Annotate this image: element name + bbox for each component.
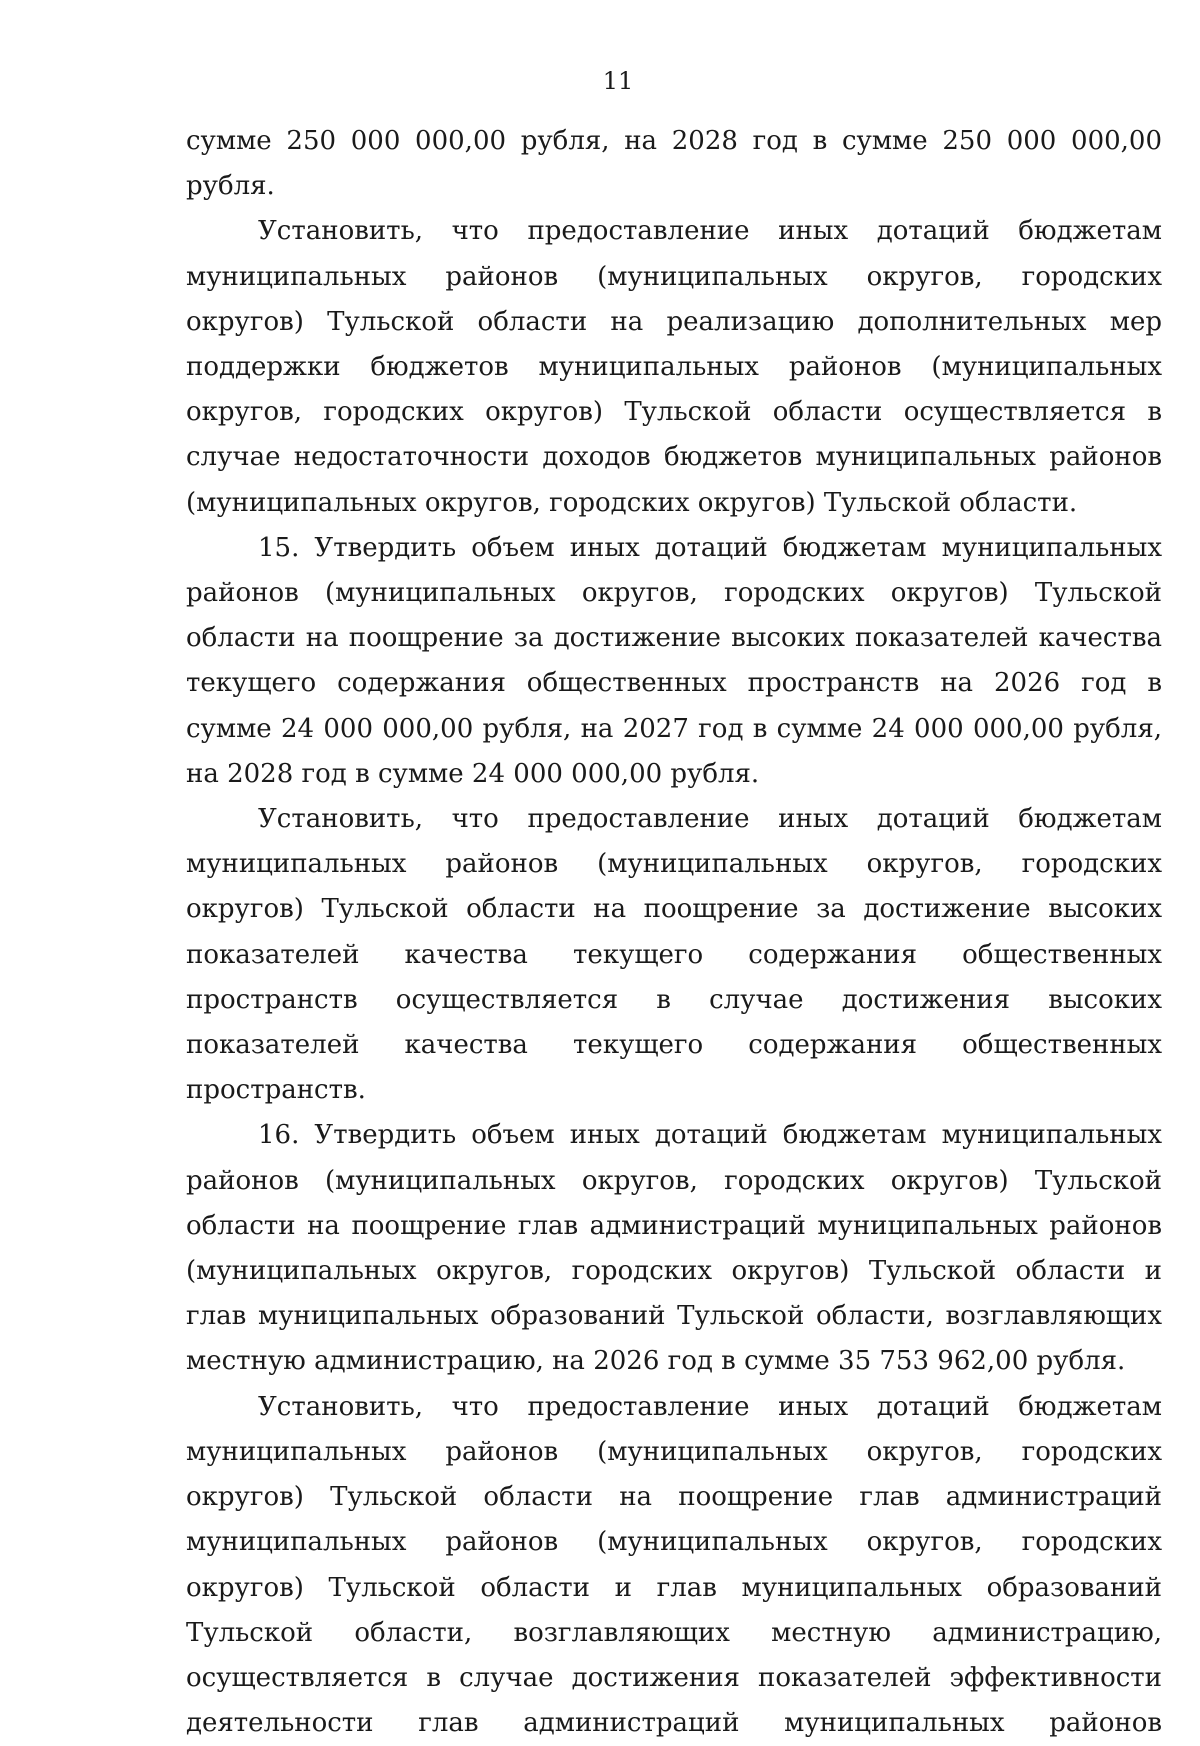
paragraph-item-15-conditions: Установить, что предоставление иных дотаций бюджетам муниципальных районов (муниципальных округов, городских округов) Тульской области на поощрение за достижение высоких показателей качества текущего содержания общественных пространств осуществляется в случае достижения высоких показателей качества текущего содержания общественных пространств. <box>186 804 1162 1106</box>
paragraph-continuation: сумме 250 000 000,00 рубля, на 2028 год в сумме 250 000 000,00 рубля. <box>186 126 1162 202</box>
paragraph-item-16-conditions: Установить, что предоставление иных дотаций бюджетам муниципальных районов (муниципальных округов, городских округов) Тульской области на поощрение глав администраций муниципальных районов (муниципальных округов, городских округов) Тульской области и глав муниципальных образований Тульской области, возглавляющих местную администрацию, осуществляется в случае достижения показателей эффективности деятельности глав администраций муниципальных районов <box>186 1391 1162 1739</box>
page-number: 11 <box>602 67 634 95</box>
paragraph-dotation-conditions: Установить, что предоставление иных дотаций бюджетам муниципальных районов (муниципальных округов, городских округов) Тульской области на реализацию дополнительных мер поддержки бюджетов муниципальных районов (муниципальных округов, городских округов) Тульской области осуществляется в случае недостаточности доходов бюджетов муниципальных районов (муниципальных округов, городских округов) Тульской области. <box>186 216 1162 518</box>
paragraph-item-16: 16. Утвердить объем иных дотаций бюджетам муниципальных районов (муниципальных округов, городских округов) Тульской области на поощрение глав администраций муниципальных районов (муниципальных округов, городских округов) Тульской области и глав муниципальных образований Тульской области, возглавляющих местную администрацию, на 2026 год в сумме 35 753 962,00 рубля. <box>186 1120 1162 1377</box>
paragraph-item-15: 15. Утвердить объем иных дотаций бюджетам муниципальных районов (муниципальных округов, городских округов) Тульской области на поощрение за достижение высоких показателей качества текущего содержания общественных пространств на 2026 год в сумме 24 000 000,00 рубля, на 2027 год в сумме 24 000 000,00 рубля, на 2028 год в сумме 24 000 000,00 рубля. <box>186 532 1162 789</box>
document-body <box>186 119 1162 1746</box>
